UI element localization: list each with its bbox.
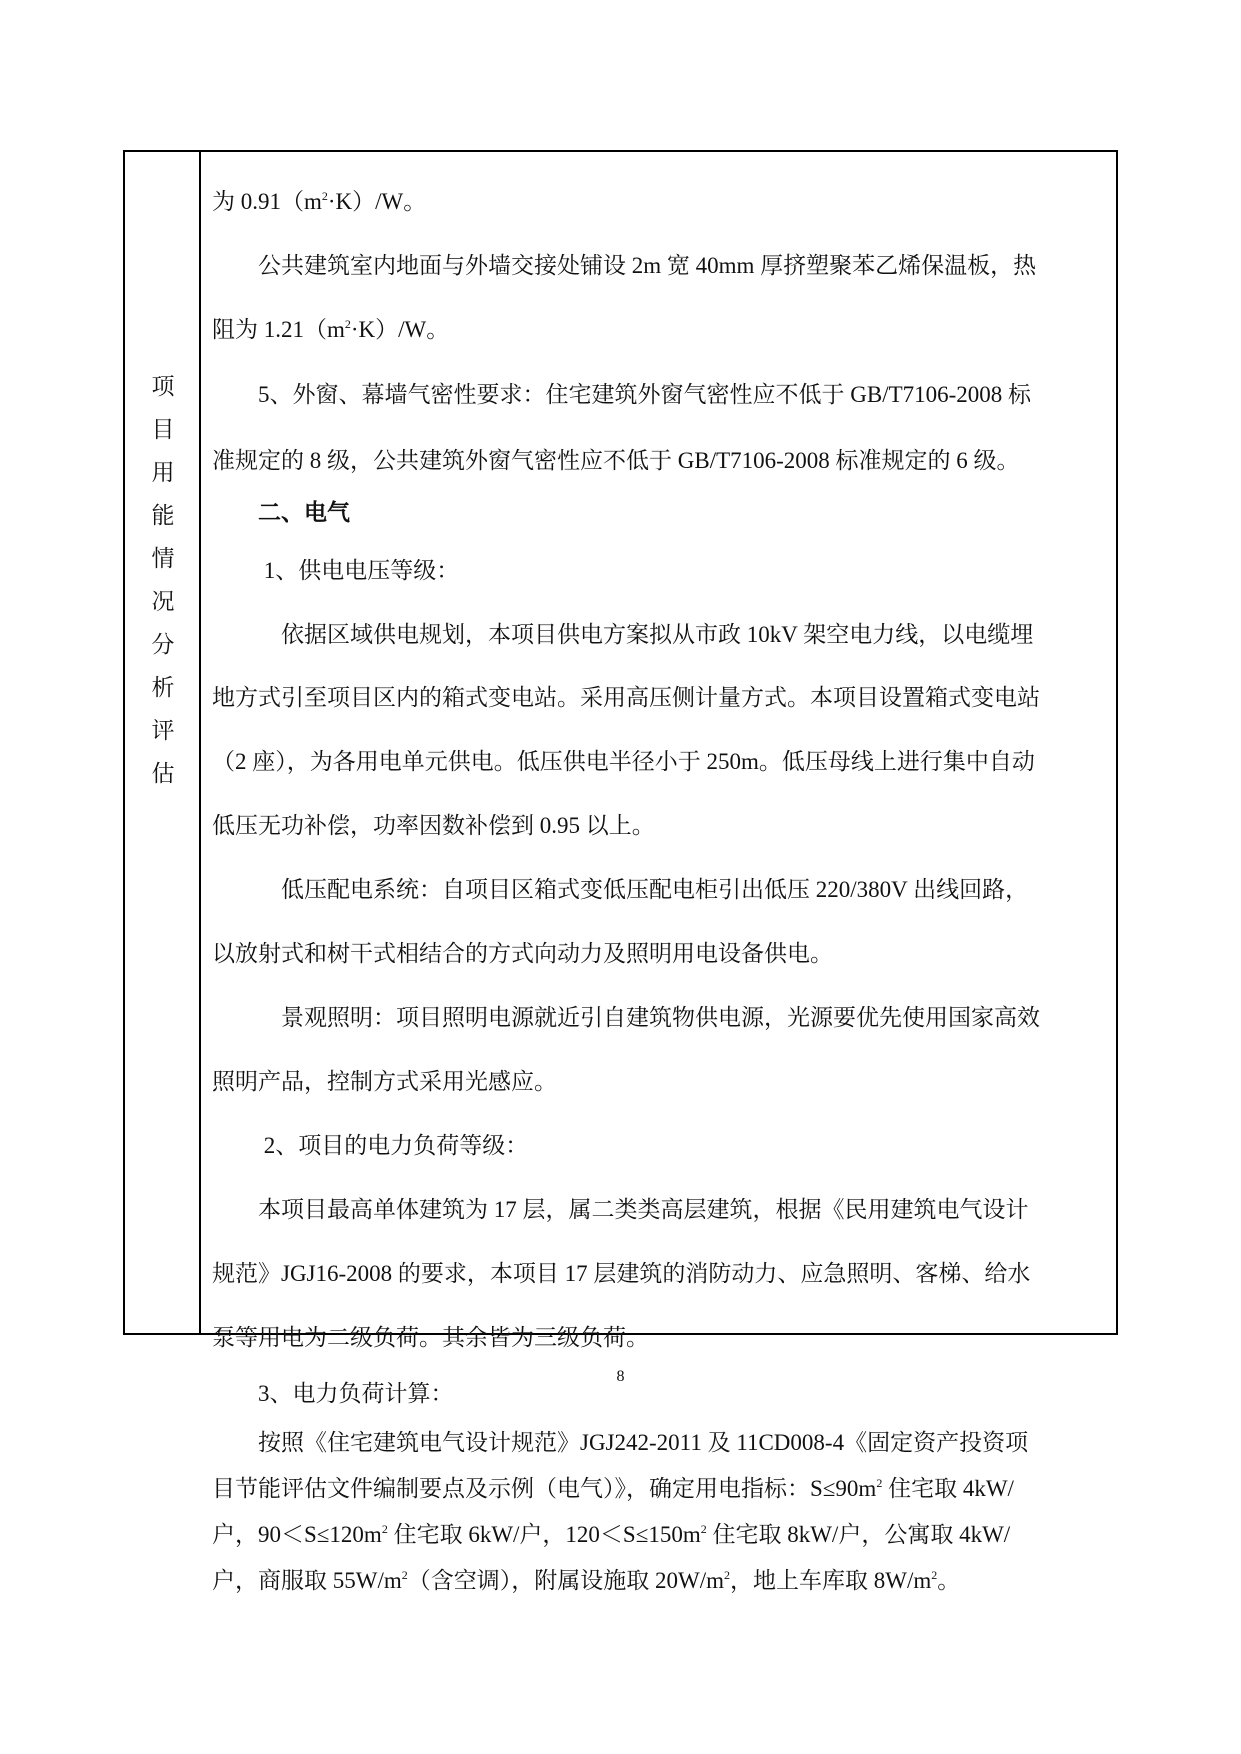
- section-heading: 二、电气: [212, 500, 350, 525]
- page-number: 8: [616, 1368, 625, 1385]
- side-label-char: 况: [151, 589, 175, 614]
- side-label-char: 项: [151, 374, 175, 399]
- paragraph-line: 按照《住宅建筑电气设计规范》JGJ242-2011 及 11CD008-4《固定资产投资项: [212, 1430, 1029, 1455]
- side-label-char: 估: [151, 761, 175, 786]
- paragraph-line: 阻为 $1.21(m^2\cdot K)/W$。: [212, 317, 450, 342]
- paragraph-line: 依据区域供电规划，本项目供电方案拟从市政 10kV 架空电力线，以电缆埋: [212, 622, 1034, 647]
- column-divider: [199, 150, 201, 1335]
- paragraph-line: 3、电力负荷计算：: [212, 1381, 454, 1406]
- paragraph-line: 低压配电系统：自项目区箱式变低压配电柜引出低压 220/380V 出线回路，: [212, 877, 1029, 902]
- paragraph-line: 为 $0.91(m^2\cdot K)/W$。: [212, 189, 427, 214]
- paragraph-line: 低压无功补偿，功率因数补偿到 0.95 以上。: [212, 813, 655, 838]
- paragraph-line: 目节能评估文件编制要点及示例（电气）》，确定用电指标：$S\le 90m^2$ 住宅取 4kW/: [212, 1476, 1014, 1501]
- paragraph-line: 照明产品，控制方式采用光感应。: [212, 1069, 557, 1094]
- paragraph-line: 公共建筑室内地面与外墙交接处铺设 2m 宽 40mm 厚挤塑聚苯乙烯保温板，热: [212, 253, 1037, 278]
- paragraph-line: 户，商服取 $55W/m^2$（含空调），附属设施取 $20W/m^2$，地上车库取 $8W/m^2$。: [212, 1568, 961, 1593]
- paragraph-line: 地方式引至项目区内的箱式变电站。采用高压侧计量方式。本项目设置箱式变电站: [212, 685, 1040, 710]
- paragraph-line: 2、项目的电力负荷等级：: [212, 1133, 529, 1158]
- side-label-char: 用: [151, 460, 175, 485]
- paragraph-line: 户，$90<S\le 120m^2$ 住宅取 6kW/户，$120<S\le 150m^2$ 住宅取 8kW/户，公寓取 4kW/: [212, 1522, 1011, 1547]
- paragraph-line: 5、外窗、幕墙气密性要求：住宅建筑外窗气密性应不低于 GB/T7106-2008 标: [212, 382, 1032, 407]
- side-label-char: 析: [151, 675, 175, 700]
- paragraph-line: 规范》JGJ16-2008 的要求，本项目 17 层建筑的消防动力、应急照明、客梯、给水: [212, 1261, 1031, 1286]
- side-label-char: 情: [151, 546, 175, 571]
- side-label-char: 目: [151, 417, 175, 442]
- paragraph-line: 1、供电电压等级：: [212, 558, 460, 583]
- paragraph-line: 本项目最高单体建筑为 17 层，属二类类高层建筑，根据《民用建筑电气设计: [212, 1197, 1029, 1222]
- paragraph-line: 准规定的 8 级，公共建筑外窗气密性应不低于 GB/T7106-2008 标准规定的 6 级。: [212, 448, 1020, 473]
- paragraph-line: 景观照明：项目照明电源就近引自建筑物供电源，光源要优先使用国家高效: [212, 1005, 1040, 1030]
- side-label: [143, 365, 183, 795]
- side-label-char: 能: [151, 503, 175, 528]
- side-label-char: 分: [151, 632, 175, 657]
- side-label-char: 评: [151, 718, 175, 743]
- paragraph-line: 泵等用电为二级负荷。其余皆为三级负荷。: [212, 1325, 649, 1350]
- paragraph-line: （2 座），为各用电单元供电。低压供电半径小于 250m。低压母线上进行集中自动: [212, 749, 1035, 774]
- paragraph-line: 以放射式和树干式相结合的方式向动力及照明用电设备供电。: [212, 941, 833, 966]
